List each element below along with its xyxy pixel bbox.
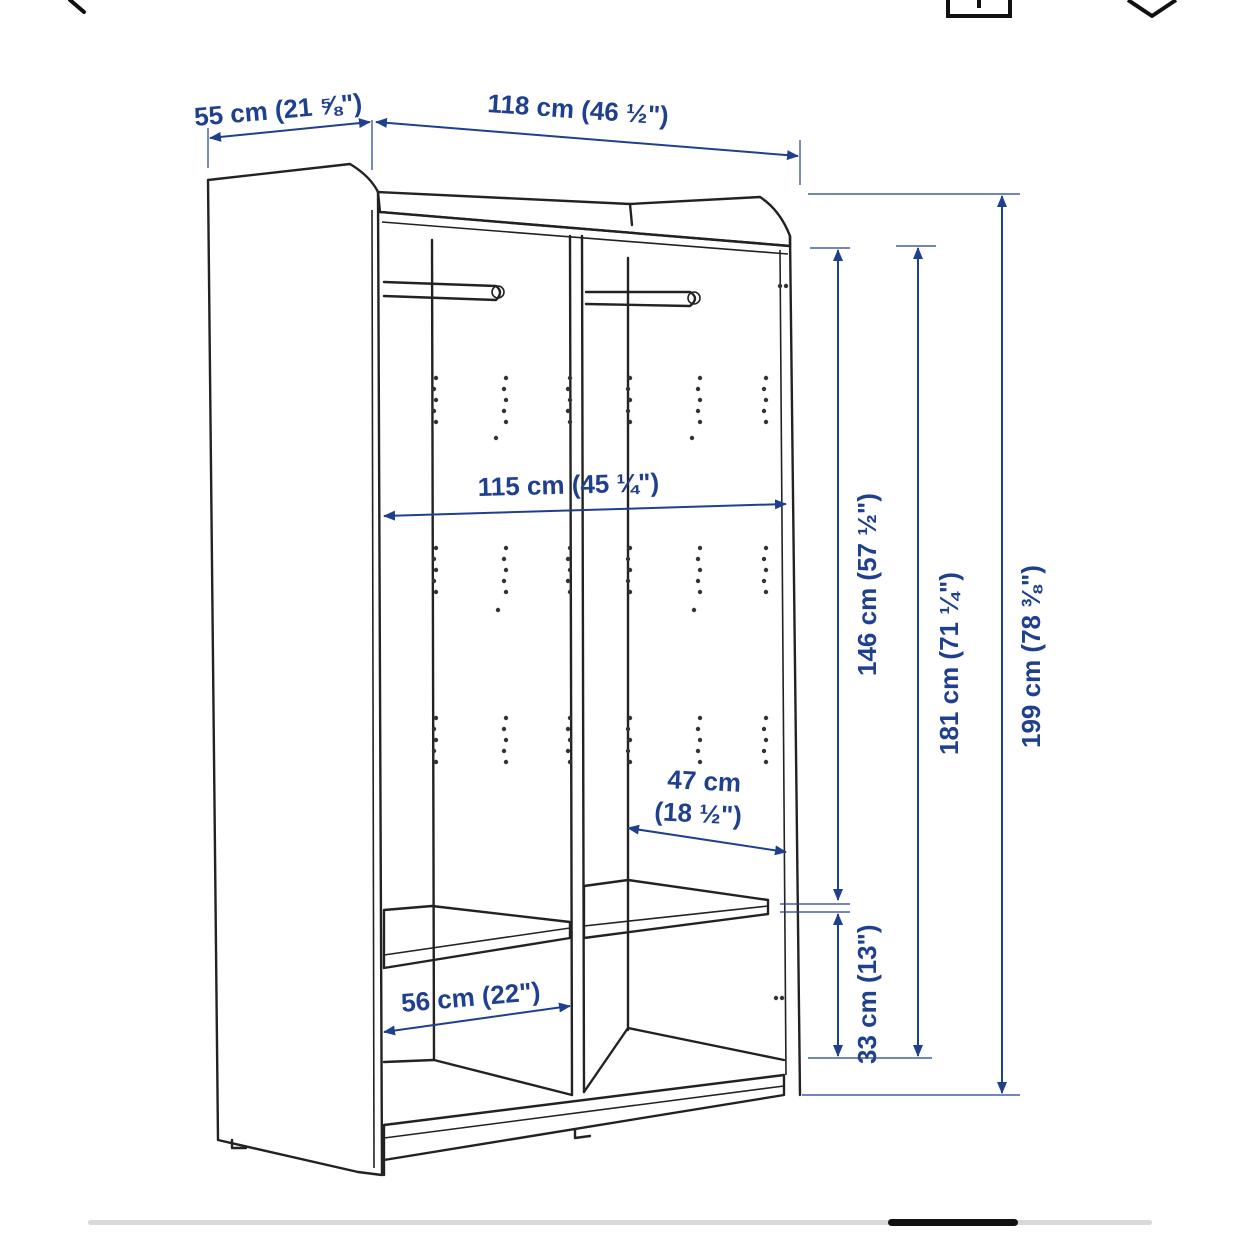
pin-hole (434, 420, 438, 424)
pin-hole (762, 579, 766, 583)
pin-hole (626, 727, 630, 731)
pin-hole (504, 420, 508, 424)
pin-hole (504, 738, 508, 742)
pin-hole (628, 546, 632, 550)
pin-hole (698, 590, 702, 594)
pin-hole (434, 546, 438, 550)
dimension-lines (208, 120, 1020, 1095)
pin-hole (698, 420, 702, 424)
pin-hole (764, 590, 768, 594)
pin-hole (764, 760, 768, 764)
rail-height-label: 146 cm (57 ½") (852, 493, 882, 676)
shelf-depth-inch-label: (18 ½") (653, 796, 743, 831)
pin-hole (434, 590, 438, 594)
pin-hole (504, 590, 508, 594)
pin-hole (502, 727, 506, 731)
wardrobe-drawing (208, 164, 800, 1175)
pin-hole (504, 546, 508, 550)
shelf-pin-holes (432, 284, 788, 1000)
pin-hole (762, 557, 766, 561)
pin-hole (502, 557, 506, 561)
pin-hole (568, 376, 572, 380)
pin-hole (698, 398, 702, 402)
pin-hole (628, 420, 632, 424)
pin-hole (504, 376, 508, 380)
total-height-label: 199 cm (78 ⅜") (1016, 565, 1046, 748)
pin-hole (628, 398, 632, 402)
width-label: 118 cm (46 ½") (486, 88, 670, 131)
pin-hole (432, 409, 436, 413)
pin-hole (502, 409, 506, 413)
compartment-width-label: 56 cm (22") (399, 975, 542, 1018)
pin-hole (496, 608, 500, 612)
pin-hole (568, 760, 572, 764)
pin-hole (568, 568, 572, 572)
pin-hole (762, 727, 766, 731)
pin-hole (628, 760, 632, 764)
pin-hole (504, 398, 508, 402)
pin-hole (692, 608, 696, 612)
pin-hole (566, 557, 570, 561)
pin-hole (566, 579, 570, 583)
image-scroll-thumb[interactable] (888, 1219, 1018, 1226)
pin-hole (764, 716, 768, 720)
pin-hole (696, 387, 700, 391)
pin-hole (774, 996, 778, 1000)
pin-hole (696, 727, 700, 731)
bottom-height-label: 33 cm (13") (852, 924, 882, 1064)
pin-hole (432, 579, 436, 583)
pin-hole (764, 420, 768, 424)
pin-hole (568, 420, 572, 424)
pin-hole (626, 579, 630, 583)
inner-width-label: 115 cm (45 ¼") (477, 467, 660, 502)
pin-hole (504, 760, 508, 764)
pin-hole (696, 557, 700, 561)
inner-height-label: 181 cm (71 ¼") (934, 572, 964, 755)
pin-hole (432, 387, 436, 391)
pin-hole (628, 716, 632, 720)
pin-hole (494, 436, 498, 440)
pin-hole (432, 749, 436, 753)
pin-hole (764, 398, 768, 402)
pin-hole (566, 409, 570, 413)
pin-hole (696, 579, 700, 583)
pin-hole (762, 749, 766, 753)
pin-hole (568, 398, 572, 402)
shelf-depth-label: 47 cm (666, 764, 742, 798)
pin-hole (568, 738, 572, 742)
pin-hole (698, 376, 702, 380)
pin-hole (568, 546, 572, 550)
pin-hole (698, 546, 702, 550)
pin-hole (434, 376, 438, 380)
pin-hole (628, 568, 632, 572)
pin-hole (434, 760, 438, 764)
pin-hole (764, 568, 768, 572)
pin-hole (504, 716, 508, 720)
pin-hole (698, 716, 702, 720)
pin-hole (764, 546, 768, 550)
pin-hole (626, 409, 630, 413)
pin-hole (696, 749, 700, 753)
pin-hole (502, 579, 506, 583)
pin-hole (434, 738, 438, 742)
pin-hole (762, 387, 766, 391)
pin-hole (628, 590, 632, 594)
pin-hole (626, 749, 630, 753)
pin-hole (568, 590, 572, 594)
pin-hole (698, 738, 702, 742)
pin-hole (432, 727, 436, 731)
pin-hole (432, 557, 436, 561)
pin-hole (434, 568, 438, 572)
pin-hole (764, 738, 768, 742)
pin-hole (764, 376, 768, 380)
pin-hole (628, 738, 632, 742)
pin-hole (778, 284, 782, 288)
pin-hole (502, 749, 506, 753)
pin-hole (434, 398, 438, 402)
depth-label: 55 cm (21 ⅝") (192, 87, 364, 132)
pin-hole (698, 568, 702, 572)
pin-hole (690, 436, 694, 440)
pin-hole (698, 760, 702, 764)
pin-hole (780, 996, 784, 1000)
pin-hole (502, 387, 506, 391)
pin-hole (626, 557, 630, 561)
pin-hole (566, 387, 570, 391)
pin-hole (504, 568, 508, 572)
pin-hole (626, 387, 630, 391)
pin-hole (434, 716, 438, 720)
pin-hole (784, 284, 788, 288)
pin-hole (568, 716, 572, 720)
pin-hole (762, 409, 766, 413)
pin-hole (566, 727, 570, 731)
pin-hole (628, 376, 632, 380)
pin-hole (696, 409, 700, 413)
pin-hole (566, 749, 570, 753)
